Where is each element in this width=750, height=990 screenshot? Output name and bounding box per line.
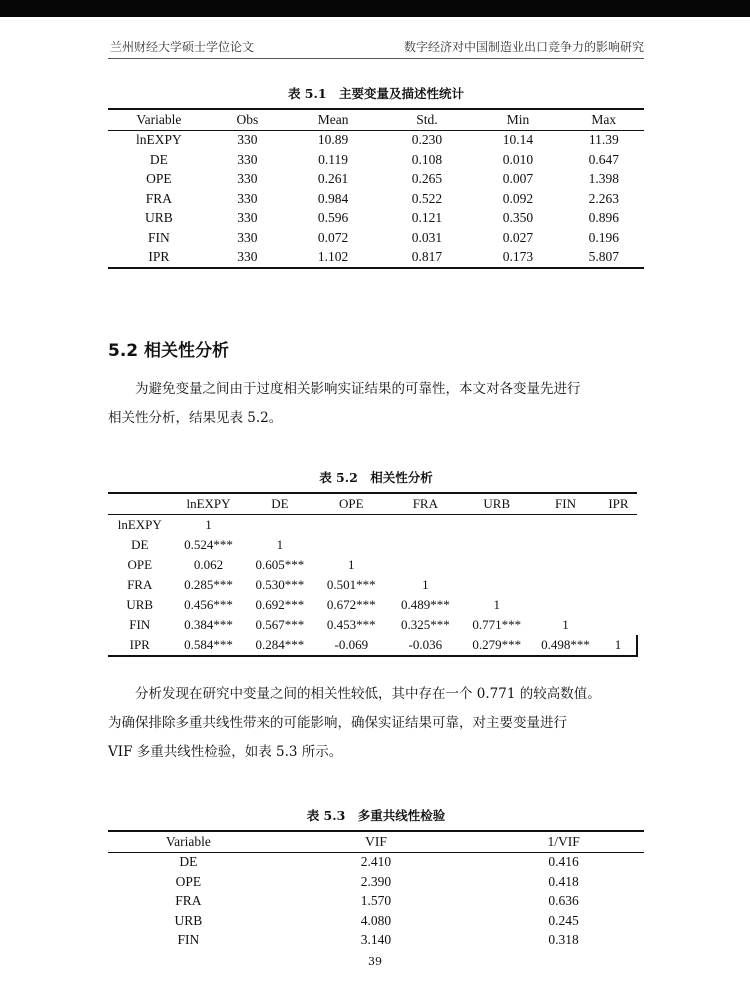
table-cell xyxy=(600,595,637,615)
table-cell: 330 xyxy=(237,151,258,167)
row-label-cell: URB xyxy=(126,597,154,612)
table-cell: 0.453*** xyxy=(326,617,376,632)
table-cell: 0.108 xyxy=(411,151,443,167)
table-row xyxy=(108,228,644,248)
table-row xyxy=(108,555,637,575)
table-row xyxy=(108,189,644,209)
table-cell: 0.416 xyxy=(548,854,579,870)
table-row xyxy=(108,575,637,595)
table-cell: 0.230 xyxy=(411,132,443,148)
table-cell: 0.007 xyxy=(502,171,534,187)
table-cell: 2.263 xyxy=(588,190,619,206)
column-header: DE xyxy=(271,496,289,511)
table-cell: 2.410 xyxy=(360,854,392,870)
table-cell: 2.390 xyxy=(360,873,392,889)
table-cell: 0.692*** xyxy=(255,597,305,612)
table-cell: 0.279*** xyxy=(472,637,522,652)
column-header: Variable xyxy=(136,111,182,127)
table-cell xyxy=(246,515,315,536)
column-header: Variable xyxy=(165,833,211,849)
table-cell: 0.567*** xyxy=(255,617,305,632)
table-cell: 0.524*** xyxy=(184,537,233,552)
column-header: Obs xyxy=(236,111,259,127)
row-label-cell: lnEXPY xyxy=(136,132,182,148)
row-label-cell: OPE xyxy=(127,557,153,572)
table-cell: 1 xyxy=(493,597,500,612)
table-cell: 0.318 xyxy=(548,932,579,948)
column-header: IPR xyxy=(608,496,629,511)
table-cell: 0.456*** xyxy=(184,597,233,612)
row-label-cell: FIN xyxy=(129,617,151,632)
table-cell: 0.325*** xyxy=(400,617,450,632)
table-row xyxy=(108,248,644,269)
table-cell xyxy=(531,555,600,575)
table-cell: 0.121 xyxy=(411,210,443,226)
table-cell xyxy=(462,575,531,595)
column-header: FRA xyxy=(412,496,438,511)
table-cell: 0.584*** xyxy=(184,637,233,652)
row-label-cell: DE xyxy=(179,854,198,870)
table-cell: 330 xyxy=(237,132,258,148)
table-cell xyxy=(600,575,637,595)
table-cell: 330 xyxy=(237,229,258,245)
table-cell: 0.501*** xyxy=(326,577,376,592)
table-cell: 0.817 xyxy=(411,249,443,265)
table-cell: 5.807 xyxy=(588,249,619,265)
row-label-cell: FIN xyxy=(177,932,200,948)
table-cell: 4.080 xyxy=(360,912,392,928)
table-cell: 0.896 xyxy=(588,210,619,226)
table3-caption: 表 5.3 多重共线性检验 xyxy=(306,808,446,823)
row-label-cell: OPE xyxy=(146,171,172,187)
table-cell: 0.384*** xyxy=(184,617,233,632)
table-row xyxy=(108,130,644,150)
column-header: Max xyxy=(591,111,617,127)
table-cell: 11.39 xyxy=(588,132,619,148)
table-cell: 330 xyxy=(237,190,258,206)
column-header: OPE xyxy=(339,496,364,511)
column-header: FIN xyxy=(555,496,576,511)
table-row xyxy=(108,635,637,656)
row-label-cell: URB xyxy=(174,912,203,928)
table-cell: 0.498*** xyxy=(541,637,590,652)
table-cell xyxy=(600,615,637,635)
column-header: Std. xyxy=(416,111,438,127)
table-cell: 0.119 xyxy=(318,151,349,167)
table-cell: 0.647 xyxy=(588,151,619,167)
column-header: 1/VIF xyxy=(547,833,580,849)
table-cell: 0.261 xyxy=(317,171,349,187)
paragraph-analysis-line1: 分析发现在研究中变量之间的相关性较低，其中存在一个 0.771 的较高数值。 xyxy=(135,686,601,702)
table-cell: 0.596 xyxy=(317,210,349,226)
table-header-row xyxy=(108,109,644,130)
table-row xyxy=(108,911,644,931)
table-cell: 1 xyxy=(205,517,212,532)
table-cell xyxy=(462,535,531,555)
table-cell: 10.14 xyxy=(502,132,534,148)
table-cell xyxy=(388,515,462,536)
row-label-cell: DE xyxy=(131,537,149,552)
column-header: Mean xyxy=(317,111,349,127)
table-row xyxy=(108,872,644,892)
table-row xyxy=(108,892,644,912)
table-cell xyxy=(314,515,388,536)
table-cell: 1 xyxy=(562,617,569,632)
column-header: lnEXPY xyxy=(186,496,231,511)
paragraph-intro-line1: 为避免变量之间由于过度相关影响实证结果的可靠性，本文对各变量先进行 xyxy=(135,381,581,397)
row-label-cell: IPR xyxy=(148,249,170,265)
paragraph-intro-line2: 相关性分析，结果见表 5.2。 xyxy=(108,410,283,426)
table-cell xyxy=(531,575,600,595)
row-label-cell: URB xyxy=(145,210,173,226)
table-cell xyxy=(388,555,462,575)
table-cell: 3.140 xyxy=(360,932,392,948)
table-cell: 0.285*** xyxy=(184,577,233,592)
row-label-cell: OPE xyxy=(175,873,202,889)
table2-caption: 表 5.2 相关性分析 xyxy=(319,470,433,485)
table-cell xyxy=(531,595,600,615)
table-cell: 0.092 xyxy=(502,190,534,206)
table-cell: 0.771*** xyxy=(472,617,522,632)
table-cell: 1.102 xyxy=(317,249,349,265)
table-cell: 0.031 xyxy=(411,229,443,245)
row-label-cell: DE xyxy=(149,151,168,167)
table-cell: 0.672*** xyxy=(326,597,376,612)
table-cell: 0.062 xyxy=(193,557,224,572)
table-cell: 0.072 xyxy=(317,229,349,245)
table-cell: 330 xyxy=(237,210,258,226)
table-cell: -0.036 xyxy=(408,637,443,652)
paragraph-analysis-line3: VIF 多重共线性检验，如表 5.3 所示。 xyxy=(108,744,343,760)
table-cell: 0.173 xyxy=(502,249,534,265)
table-cell: 1 xyxy=(600,635,637,656)
table-cell: 330 xyxy=(237,249,258,265)
table-cell: 0.636 xyxy=(548,893,579,909)
table-cell: 0.350 xyxy=(502,210,534,226)
table-cell: 1 xyxy=(348,557,355,572)
descriptive-statistics-table xyxy=(108,108,644,269)
running-header-university: 兰州财经大学硕士学位论文 xyxy=(110,40,255,54)
correlation-table xyxy=(108,492,638,657)
table-cell xyxy=(388,535,462,555)
row-label-cell: IPR xyxy=(129,637,150,652)
table-row xyxy=(108,535,637,555)
page-number: 39 xyxy=(368,955,382,968)
column-header: VIF xyxy=(365,833,387,849)
table-header-row xyxy=(108,831,644,852)
row-label-cell: FRA xyxy=(127,577,153,592)
table-row xyxy=(108,150,644,170)
table-cell: 330 xyxy=(237,171,258,187)
row-label-cell: FRA xyxy=(175,893,202,909)
table-cell: 1.398 xyxy=(588,171,619,187)
column-header xyxy=(108,493,171,515)
table-cell: 0.418 xyxy=(548,873,579,889)
table-cell xyxy=(314,535,388,555)
table-cell xyxy=(462,555,531,575)
table-cell: 10.89 xyxy=(317,132,349,148)
table-row xyxy=(108,170,644,190)
vif-table xyxy=(108,830,644,950)
row-label-cell: FRA xyxy=(145,190,173,206)
table-row xyxy=(108,595,637,615)
table-cell: 0.605*** xyxy=(255,557,305,572)
table-row xyxy=(108,852,644,872)
table-cell: 0.245 xyxy=(548,912,579,928)
table-cell: 0.984 xyxy=(317,190,349,206)
column-header: Min xyxy=(506,111,530,127)
table-cell: 0.010 xyxy=(502,151,534,167)
top-black-bar xyxy=(0,0,750,17)
table-cell: 0.196 xyxy=(588,229,619,245)
table1-caption: 表 5.1 主要变量及描述性统计 xyxy=(287,86,465,101)
table-cell: 0.530*** xyxy=(255,577,305,592)
table-cell xyxy=(600,535,637,555)
table-cell: 0.027 xyxy=(502,229,534,245)
header-rule xyxy=(108,58,644,59)
row-label-cell: lnEXPY xyxy=(117,517,162,532)
table-row xyxy=(108,615,637,635)
table-cell xyxy=(531,515,600,536)
table-cell xyxy=(462,515,531,536)
table-cell: 1 xyxy=(276,537,284,552)
table-cell: 1 xyxy=(422,577,429,592)
section-heading: 5.2 相关性分析 xyxy=(108,341,230,361)
table-cell: 0.522 xyxy=(411,190,443,206)
table-cell xyxy=(600,515,637,536)
table-cell: 0.265 xyxy=(411,171,443,187)
table-cell: 0.489*** xyxy=(400,597,450,612)
table-cell: -0.069 xyxy=(334,637,369,652)
running-header-thesis-title: 数字经济对中国制造业出口竞争力的影响研究 xyxy=(403,40,644,54)
table-cell xyxy=(600,555,637,575)
table-row xyxy=(108,931,644,951)
table-row xyxy=(108,515,637,536)
table-cell xyxy=(531,535,600,555)
column-header: URB xyxy=(483,496,511,511)
table-cell: 1.570 xyxy=(360,893,392,909)
table-row xyxy=(108,209,644,229)
table-cell: 0.284*** xyxy=(255,637,305,652)
paragraph-analysis-line2: 为确保排除多重共线性带来的可能影响，确保实证结果可靠，对主要变量进行 xyxy=(108,715,567,731)
table-header-row xyxy=(108,493,637,515)
row-label-cell: FIN xyxy=(148,229,170,245)
